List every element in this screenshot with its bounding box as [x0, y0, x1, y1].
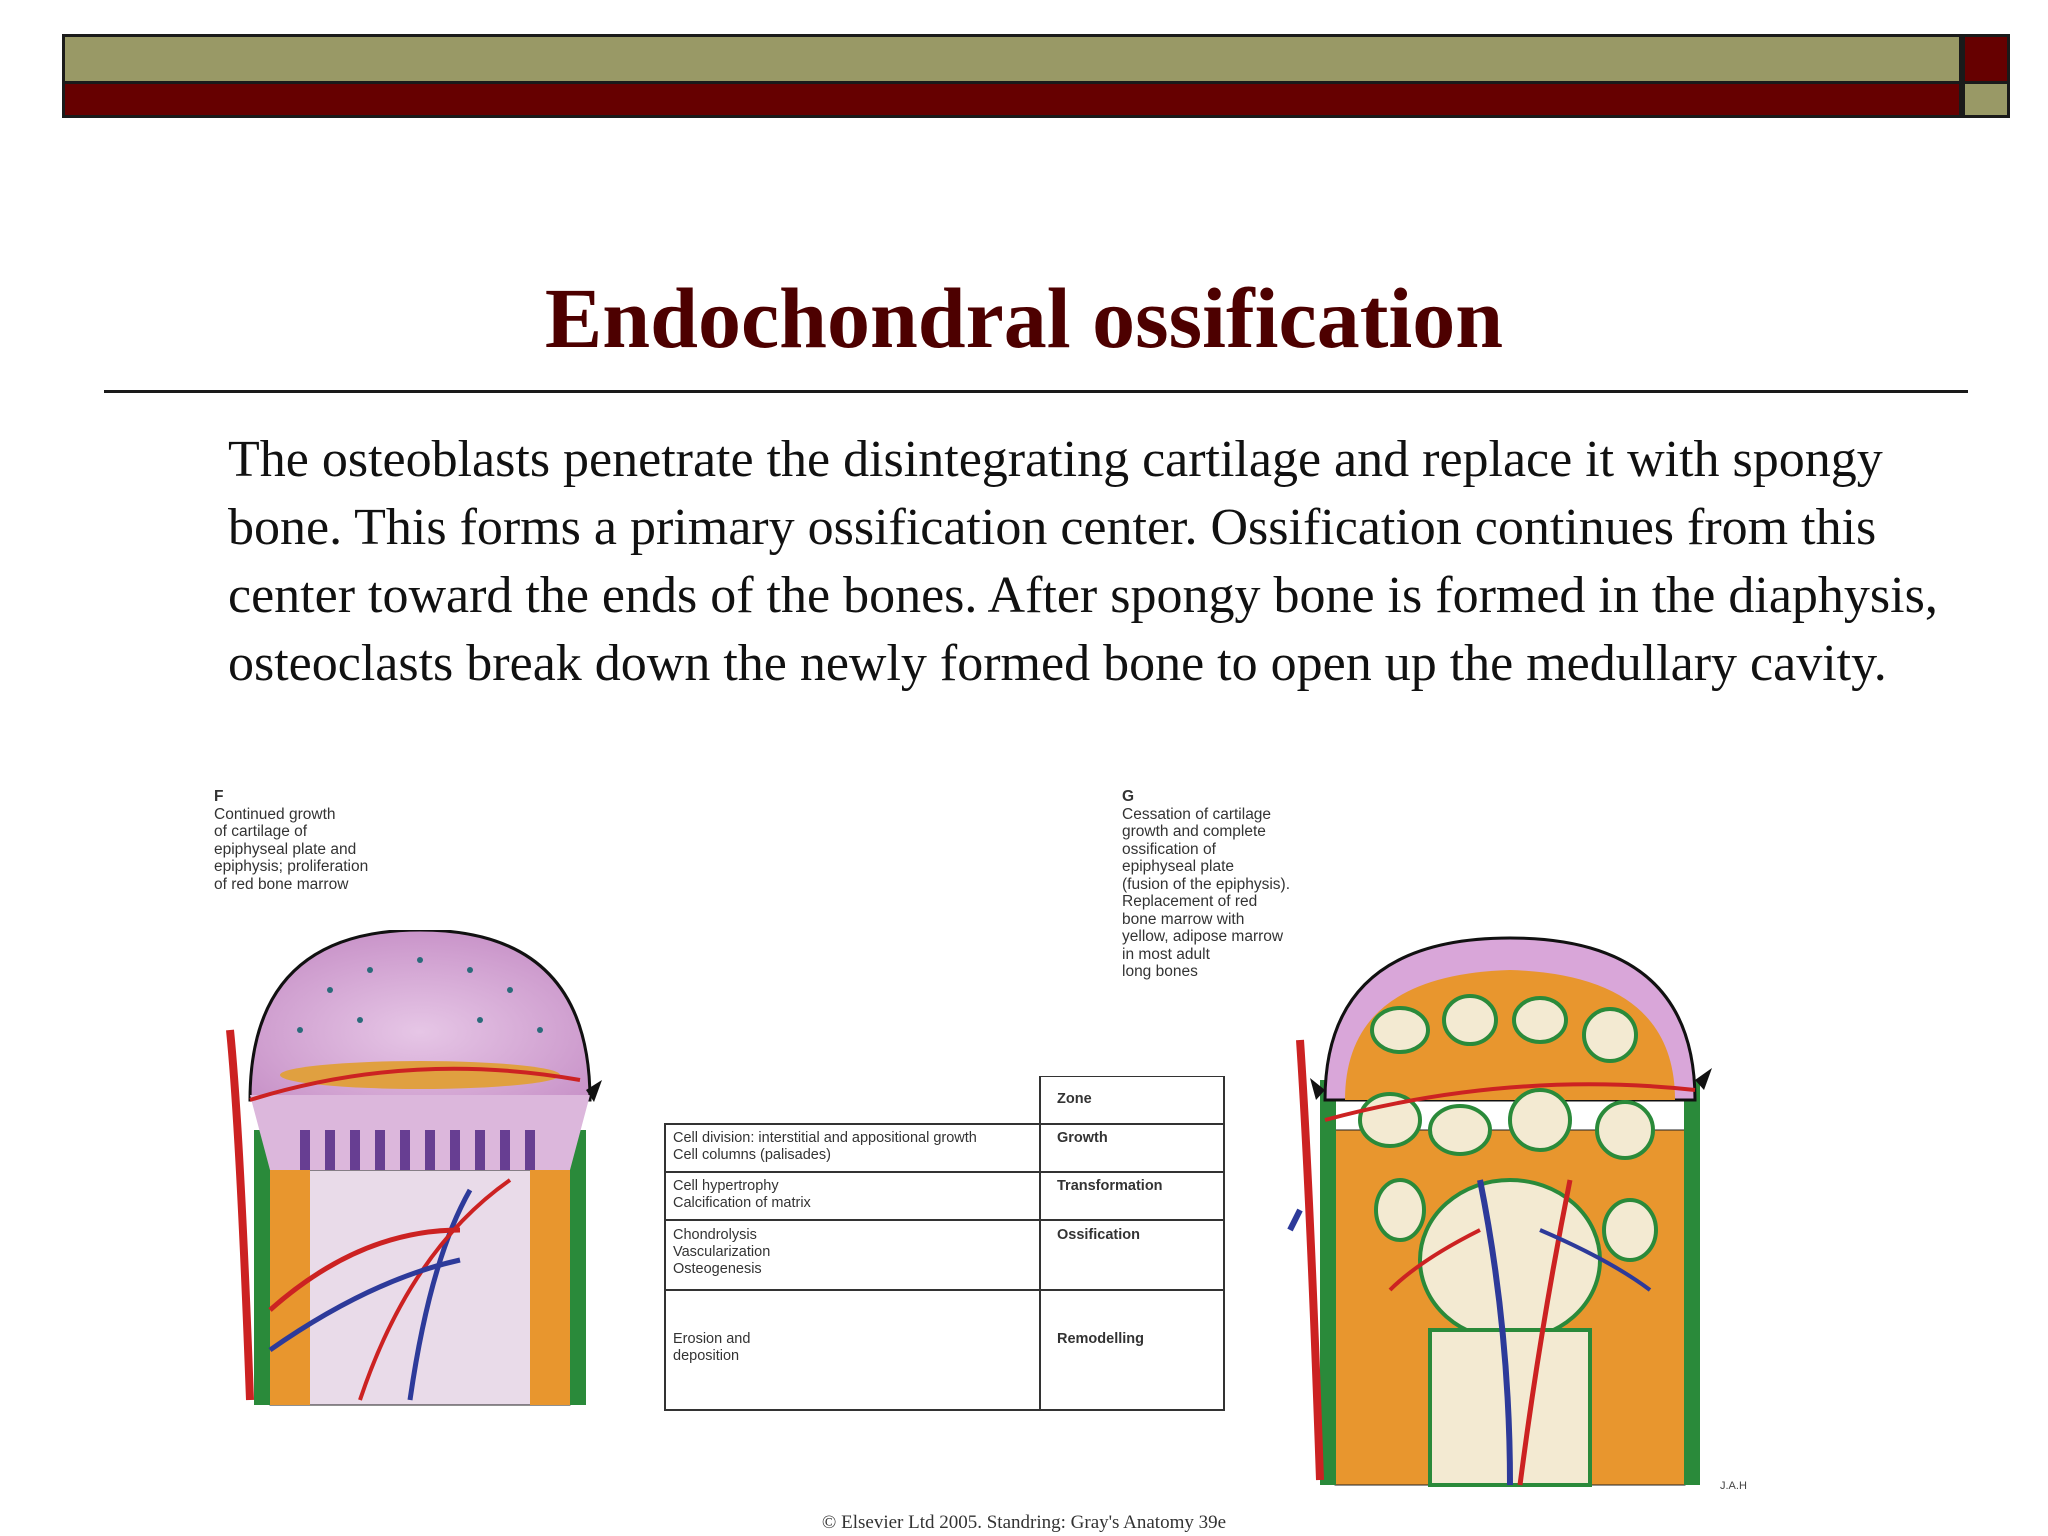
- table-row-transformation-process: Cell hypertrophy Calcification of matrix: [673, 1178, 811, 1211]
- header-square-maroon: [1962, 34, 2010, 84]
- artist-signature: J.A.H: [1720, 1480, 1747, 1492]
- title-divider: [104, 390, 1968, 393]
- table-row-transformation-zone: Transformation: [1057, 1178, 1163, 1194]
- table-row-remodelling-zone: Remodelling: [1057, 1331, 1145, 1347]
- panel-g-caption: Cessation of cartilage growth and complete ossification of epiphyseal plate (fusion of the epiphysis). Replacement of red bone marrow with yellow, adipose marrow in most adult long bones: [1122, 805, 1291, 980]
- panel-f-caption-block: [214, 788, 368, 893]
- bone-illustration-g: [1280, 930, 1760, 1490]
- header-bar-olive: [62, 34, 1962, 84]
- table-row-growth-zone: Growth: [1057, 1130, 1108, 1146]
- panel-f-caption: Continued growth of cartilage of epiphyseal plate and epiphysis; proliferation of red bone marrow: [214, 805, 369, 893]
- table-row-ossification-process: Chondrolysis Vascularization Osteogenesis: [673, 1227, 771, 1277]
- table-row-remodelling-process: Erosion and deposition: [673, 1331, 751, 1364]
- panel-f-letter: F: [214, 788, 224, 805]
- ossification-zone-table: [664, 1076, 1226, 1412]
- header-square-olive: [1962, 84, 2010, 118]
- bone-illustration-f: [210, 930, 660, 1410]
- panel-g-caption-block: [1122, 788, 1290, 981]
- slide-body-text: The osteoblasts penetrate the disintegrating cartilage and replace it with spongy bone. This forms a primary ossification center. Ossification continues from this center toward the ends of the bones. After spongy bone is formed in the diaphysis, osteoclasts break down the newly formed bone to open up the medullary cavity.: [228, 431, 1938, 692]
- panel-g-letter: G: [1122, 788, 1135, 805]
- table-row-ossification-zone: Ossification: [1057, 1227, 1140, 1243]
- slide-title: Endochondral ossification: [544, 270, 1504, 366]
- header-bar-maroon: [62, 84, 1962, 118]
- table-row-growth-process: Cell division: interstitial and appositional growth Cell columns (palisades): [673, 1130, 977, 1163]
- figure-copyright: © Elsevier Ltd 2005. Standring: Gray's Anatomy 39e: [821, 1512, 1227, 1533]
- table-header-zone: Zone: [1057, 1091, 1092, 1107]
